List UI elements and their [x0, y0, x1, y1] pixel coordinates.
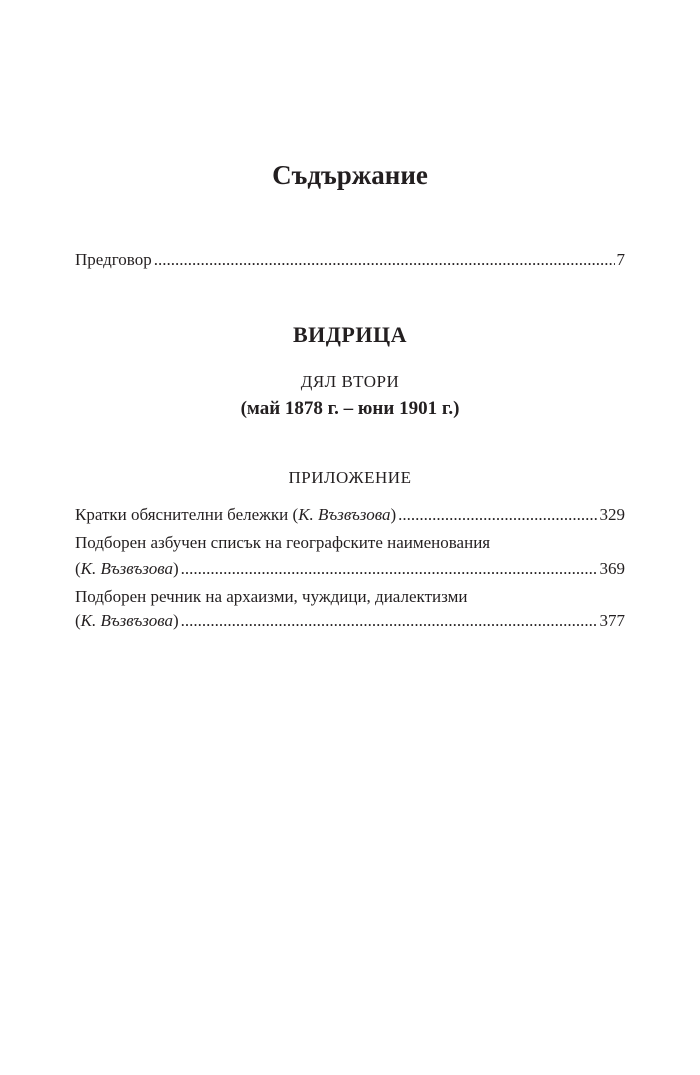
toc-heading: Съдържание	[272, 160, 428, 190]
toc-entry-paren: (	[75, 611, 81, 630]
dot-leader	[398, 503, 597, 527]
toc-entry-author-wrap	[75, 557, 179, 581]
toc-entry-title: Кратки обяснителни бележки (	[75, 505, 299, 524]
toc-entry-geo-title[interactable]: Подборен азбучен списък на географските наименования	[75, 533, 491, 552]
toc-entry-glossary-title[interactable]: Подборен речник на архаизми, чуждици, диалектизми	[75, 587, 468, 606]
toc-entry-notes[interactable]	[75, 503, 625, 527]
toc-entry-title-wrap	[75, 503, 396, 527]
toc-entry-title: Предговор	[75, 250, 152, 269]
toc-entry-page: 369	[599, 559, 625, 578]
toc-entry-paren: )	[390, 505, 397, 524]
part-title: ВИДРИЦА	[293, 322, 407, 347]
toc-entry-paren: (	[75, 559, 81, 578]
toc-entry-page: 7	[616, 250, 625, 269]
toc-entry-author-wrap	[75, 609, 179, 633]
toc-entry-page: 377	[599, 611, 625, 630]
part-dates: (май 1878 г. – юни 1901 г.)	[240, 398, 460, 419]
dot-leader	[181, 557, 598, 581]
toc-entry-paren: )	[172, 611, 179, 630]
appendix-heading: ПРИЛОЖЕНИЕ	[288, 468, 412, 487]
toc-entry-page: 329	[599, 505, 625, 524]
part-subtitle: ДЯЛ ВТОРИ	[300, 372, 400, 391]
toc-entry-glossary[interactable]	[75, 609, 625, 633]
dot-leader	[154, 248, 615, 272]
toc-entry-author: К. Възвъзова	[80, 611, 173, 630]
dot-leader	[181, 609, 598, 633]
toc-entry-paren: )	[172, 559, 179, 578]
toc-entry-geo[interactable]	[75, 557, 625, 581]
toc-entry-author: К. Възвъзова	[298, 505, 391, 524]
toc-entry-author: К. Възвъзова	[80, 559, 173, 578]
toc-entry-preface[interactable]	[75, 248, 625, 272]
